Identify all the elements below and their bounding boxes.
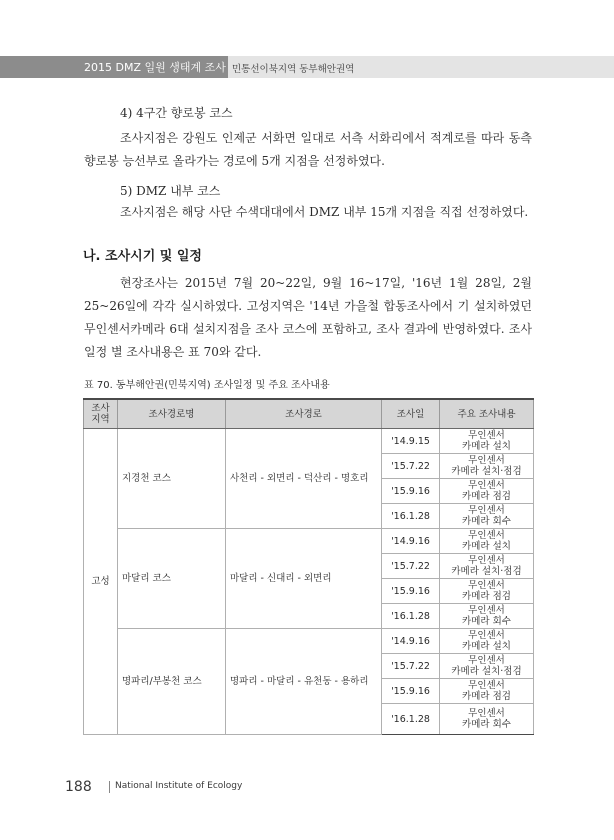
date-cell: '15.9.16 bbox=[382, 579, 440, 604]
content-cell: 무인센서 카메라 설치·점검 bbox=[440, 554, 534, 579]
footer-divider bbox=[109, 781, 110, 793]
running-header-subtitle: 민통선이북지역 동부해안권역 bbox=[232, 64, 355, 75]
route-cell: 사천리 - 외면리 - 덕산리 - 명호리 bbox=[226, 429, 382, 529]
section-heading: 나. 조사시기 및 일정 bbox=[83, 249, 202, 264]
content-cell: 무인센서 카메라 설치·점검 bbox=[440, 454, 534, 479]
date-cell: '15.9.16 bbox=[382, 479, 440, 504]
subsection-4-paragraph: 조사지점은 강원도 인제군 서화면 일대로 서측 서화리에서 적계로를 따라 동측 향로봉 능선부로 올라가는 경로에 5개 지점을 선정하였다. bbox=[84, 131, 532, 168]
date-cell: '15.7.22 bbox=[382, 654, 440, 679]
route-cell: 명파리 - 마달리 - 유천동 - 용하리 bbox=[226, 629, 382, 735]
schedule-table bbox=[83, 398, 534, 735]
subsection-4-heading: 4) 4구간 향로봉 코스 bbox=[120, 106, 233, 120]
header-course-name: 조사경로명 bbox=[118, 399, 226, 429]
date-cell: '16.1.28 bbox=[382, 504, 440, 529]
table-row bbox=[84, 629, 534, 654]
header-content: 주요 조사내용 bbox=[440, 399, 534, 429]
content-cell: 무인센서 카메라 설치 bbox=[440, 429, 534, 454]
running-header-title: 2015 DMZ 일원 생태계 조사 bbox=[84, 61, 226, 74]
course-name-cell: 지경천 코스 bbox=[118, 429, 226, 529]
header-region: 조사 지역 bbox=[84, 399, 118, 429]
subsection-5-heading: 5) DMZ 내부 코스 bbox=[120, 184, 221, 198]
table-row bbox=[84, 429, 534, 454]
header-route: 조사경로 bbox=[226, 399, 382, 429]
content-cell: 무인센서 카메라 점검 bbox=[440, 679, 534, 704]
header-date: 조사일 bbox=[382, 399, 440, 429]
table-header-row bbox=[84, 399, 534, 429]
content-cell: 무인센서 카메라 회수 bbox=[440, 504, 534, 529]
content-cell: 무인센서 카메라 설치 bbox=[440, 529, 534, 554]
date-cell: '14.9.16 bbox=[382, 529, 440, 554]
date-cell: '15.7.22 bbox=[382, 554, 440, 579]
date-cell: '14.9.15 bbox=[382, 429, 440, 454]
region-cell: 고성 bbox=[84, 429, 118, 735]
date-cell: '16.1.28 bbox=[382, 704, 440, 735]
content-cell: 무인센서 카메라 점검 bbox=[440, 579, 534, 604]
content-cell: 무인센서 카메라 점검 bbox=[440, 479, 534, 504]
date-cell: '14.9.16 bbox=[382, 629, 440, 654]
content-cell: 무인센서 카메라 회수 bbox=[440, 604, 534, 629]
route-cell: 마달리 - 신대리 - 외면리 bbox=[226, 529, 382, 629]
content-cell: 무인센서 카메라 회수 bbox=[440, 704, 534, 735]
section-paragraph: 현장조사는 2015년 7월 20~22일, 9월 16~17일, '16년 1월 28일, 2월 25~26일에 각각 실시하였다. 고성지역은 '14년 가을철 합동조사에서 기 설치하였던 무인센서카메라 6대 설치지점을 조사 코스에 포함하고, 조사 결과에 반영하였다. 조사일정 별 조사내용은 표 70와 같다. bbox=[84, 276, 532, 359]
content-cell: 무인센서 카메라 설치·점검 bbox=[440, 654, 534, 679]
subsection-5-paragraph: 조사지점은 해당 사단 수색대대에서 DMZ 내부 15개 지점을 직접 선정하였다. bbox=[120, 205, 529, 219]
course-name-cell: 명파리/부봉천 코스 bbox=[118, 629, 226, 735]
content-cell: 무인센서 카메라 설치 bbox=[440, 629, 534, 654]
table-caption: 표 70. 동부해안권(민북지역) 조사일정 및 주요 조사내용 bbox=[84, 380, 330, 391]
table-row bbox=[84, 529, 534, 554]
publisher-name: National Institute of Ecology bbox=[115, 781, 243, 791]
date-cell: '15.9.16 bbox=[382, 679, 440, 704]
date-cell: '15.7.22 bbox=[382, 454, 440, 479]
date-cell: '16.1.28 bbox=[382, 604, 440, 629]
course-name-cell: 마달리 코스 bbox=[118, 529, 226, 629]
page-number: 188 bbox=[65, 779, 92, 795]
